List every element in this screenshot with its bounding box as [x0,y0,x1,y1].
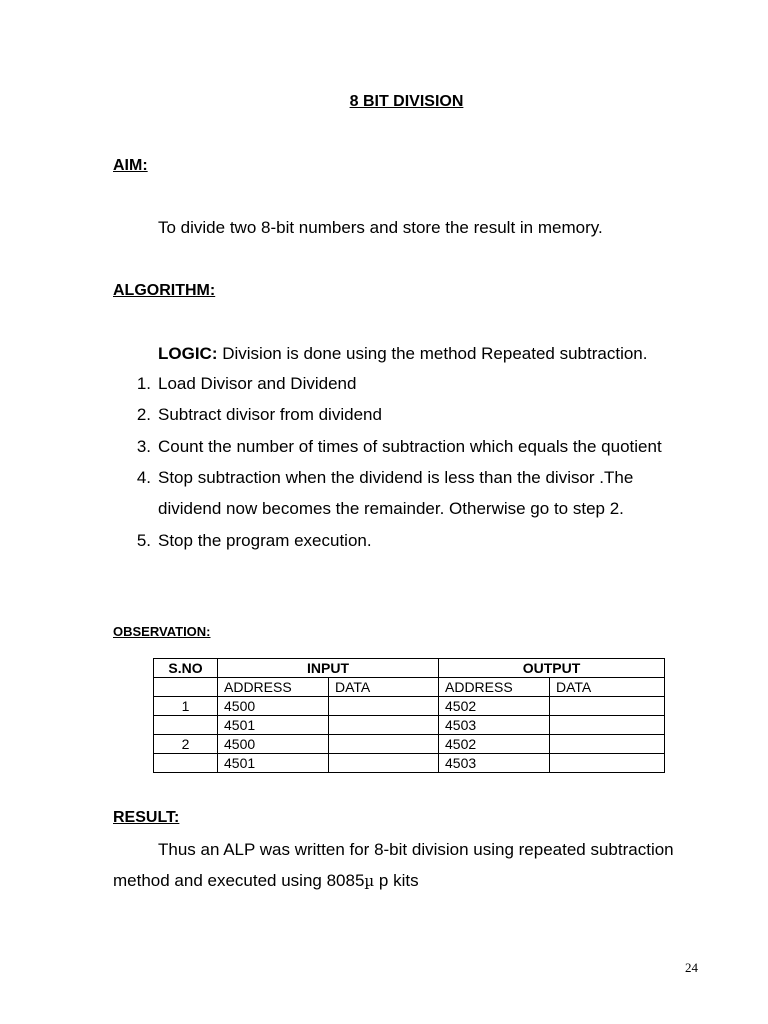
input-address-cell: 4501 [218,716,329,735]
input-data-cell [329,735,439,754]
input-data-cell [329,754,439,773]
algorithm-step [135,374,735,394]
logic-line [158,344,647,364]
output-data-cell [550,716,665,735]
step-text: Stop subtraction when the dividend is less than the divisor .The [158,468,634,487]
result-heading: RESULT: [113,809,180,826]
micro-symbol: µ [364,872,375,890]
sno-cell [154,754,218,773]
observation-heading: OBSERVATION: [113,624,211,639]
step-number: 3. [136,437,151,456]
table-header-row [154,659,665,678]
aim-text: To divide two 8-bit numbers and store the result in memory. [158,218,603,237]
table-cell [154,678,218,697]
output-address-cell: 4502 [439,697,550,716]
table-row [154,754,665,773]
step-number: 4. [136,468,151,487]
table-subheader-row [154,678,665,697]
input-data-cell [329,716,439,735]
result-line-2-text: method and executed using 8085 [113,871,365,890]
page-number: 24 [685,960,698,975]
algorithm-heading: ALGORITHM: [113,282,216,299]
input-address-cell: 4500 [218,697,329,716]
sno-cell [154,716,218,735]
table-row [154,716,665,735]
aim-heading: AIM: [113,157,148,174]
output-data-cell [550,754,665,773]
logic-label: LOGIC: [158,344,218,363]
table-row [154,697,665,716]
result-line-2 [113,871,419,891]
algorithm-step [135,437,735,457]
output-data-cell [550,735,665,754]
output-address-header: ADDRESS [439,678,550,697]
output-address-cell: 4503 [439,754,550,773]
step-text: Load Divisor and Dividend [158,374,357,393]
algorithm-step [135,405,735,425]
output-address-cell: 4503 [439,716,550,735]
step-number: 1. [136,374,151,393]
output-address-cell: 4502 [439,735,550,754]
input-data-cell [329,697,439,716]
step-text: Count the number of times of subtraction which equals the quotient [158,437,662,456]
step-number: 2. [136,405,151,424]
input-data-header: DATA [329,678,439,697]
sno-cell: 2 [154,735,218,754]
step-text-continued: dividend now becomes the remainder. Otherwise go to step 2. [158,499,624,518]
input-address-cell: 4501 [218,754,329,773]
logic-text: Division is done using the method Repeated subtraction. [217,344,648,363]
result-line-1: Thus an ALP was written for 8-bit division using repeated subtraction [158,840,674,859]
algorithm-step [135,531,735,551]
input-header: INPUT [218,659,439,678]
output-data-header: DATA [550,678,665,697]
sno-cell: 1 [154,697,218,716]
output-header: OUTPUT [439,659,665,678]
step-number: 5. [136,531,151,550]
page-title: 8 BIT DIVISION [349,93,464,110]
step-text: Subtract divisor from dividend [158,405,382,424]
observation-table [153,658,665,773]
result-line-2-end: p kits [374,871,419,890]
table-row [154,735,665,754]
sno-header: S.NO [154,659,218,678]
input-address-cell: 4500 [218,735,329,754]
input-address-header: ADDRESS [218,678,329,697]
algorithm-step [135,468,735,520]
output-data-cell [550,697,665,716]
step-text: Stop the program execution. [158,531,372,550]
